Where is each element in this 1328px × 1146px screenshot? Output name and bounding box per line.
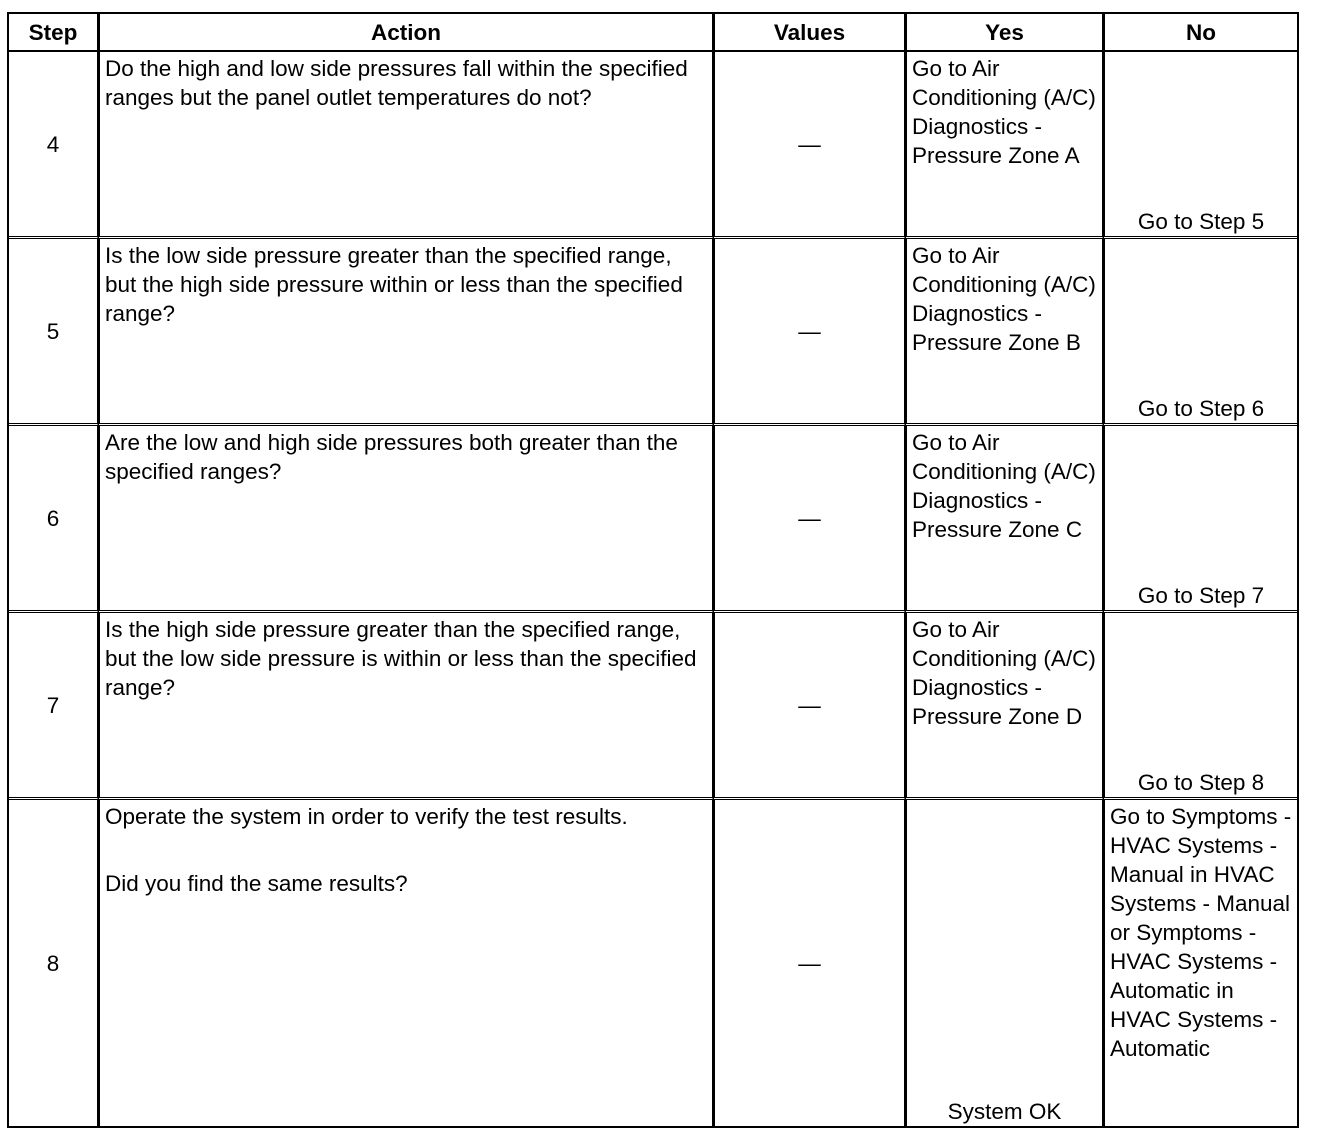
- no-link[interactable]: Go to Step 6: [1103, 239, 1297, 426]
- no-link[interactable]: Go to Step 7: [1103, 426, 1297, 613]
- action-text: [98, 800, 713, 1126]
- action-text: Is the high side pressure greater than the specified range, but the low side pressure is within or less than the specified range?: [98, 613, 713, 800]
- yes-link[interactable]: Go to Air Conditioning (A/C) Diagnostics - Pressure Zone D: [905, 613, 1103, 800]
- values-cell: —: [713, 239, 905, 426]
- table-row: [9, 239, 1297, 426]
- header-values: Values: [713, 14, 905, 52]
- header-action: Action: [98, 14, 713, 52]
- paragraph-gap: [105, 831, 707, 869]
- no-link[interactable]: Go to Step 8: [1103, 613, 1297, 800]
- table-row: [9, 613, 1297, 800]
- values-cell: —: [713, 52, 905, 239]
- no-link[interactable]: Go to Symptoms - HVAC Systems - Manual in HVAC Systems - Manual or Symptoms - HVAC Systems - Automatic in HVAC Systems - Automatic: [1103, 800, 1297, 1126]
- header-row: [9, 14, 1297, 52]
- table-row: [9, 800, 1297, 1126]
- table-row: [9, 52, 1297, 239]
- values-cell: —: [713, 800, 905, 1126]
- step-number: 7: [9, 613, 98, 800]
- table-row: [9, 426, 1297, 613]
- step-number: 5: [9, 239, 98, 426]
- action-text: Is the low side pressure greater than the specified range, but the high side pressure within or less than the specified range?: [98, 239, 713, 426]
- yes-result: System OK: [905, 800, 1103, 1126]
- step-number: 6: [9, 426, 98, 613]
- header-step: Step: [9, 14, 98, 52]
- yes-link[interactable]: Go to Air Conditioning (A/C) Diagnostics - Pressure Zone C: [905, 426, 1103, 613]
- yes-link[interactable]: Go to Air Conditioning (A/C) Diagnostics - Pressure Zone B: [905, 239, 1103, 426]
- action-question: Did you find the same results?: [105, 871, 408, 896]
- action-instruction: Operate the system in order to verify the test results.: [105, 804, 628, 829]
- no-link[interactable]: Go to Step 5: [1103, 52, 1297, 239]
- step-number: 4: [9, 52, 98, 239]
- action-text: Do the high and low side pressures fall within the specified ranges but the panel outlet temperatures do not?: [98, 52, 713, 239]
- yes-link[interactable]: Go to Air Conditioning (A/C) Diagnostics - Pressure Zone A: [905, 52, 1103, 239]
- values-cell: —: [713, 426, 905, 613]
- diagnostic-table: [7, 12, 1299, 1128]
- action-text: Are the low and high side pressures both greater than the specified ranges?: [98, 426, 713, 613]
- header-yes: Yes: [905, 14, 1103, 52]
- header-no: No: [1103, 14, 1297, 52]
- values-cell: —: [713, 613, 905, 800]
- step-number: 8: [9, 800, 98, 1126]
